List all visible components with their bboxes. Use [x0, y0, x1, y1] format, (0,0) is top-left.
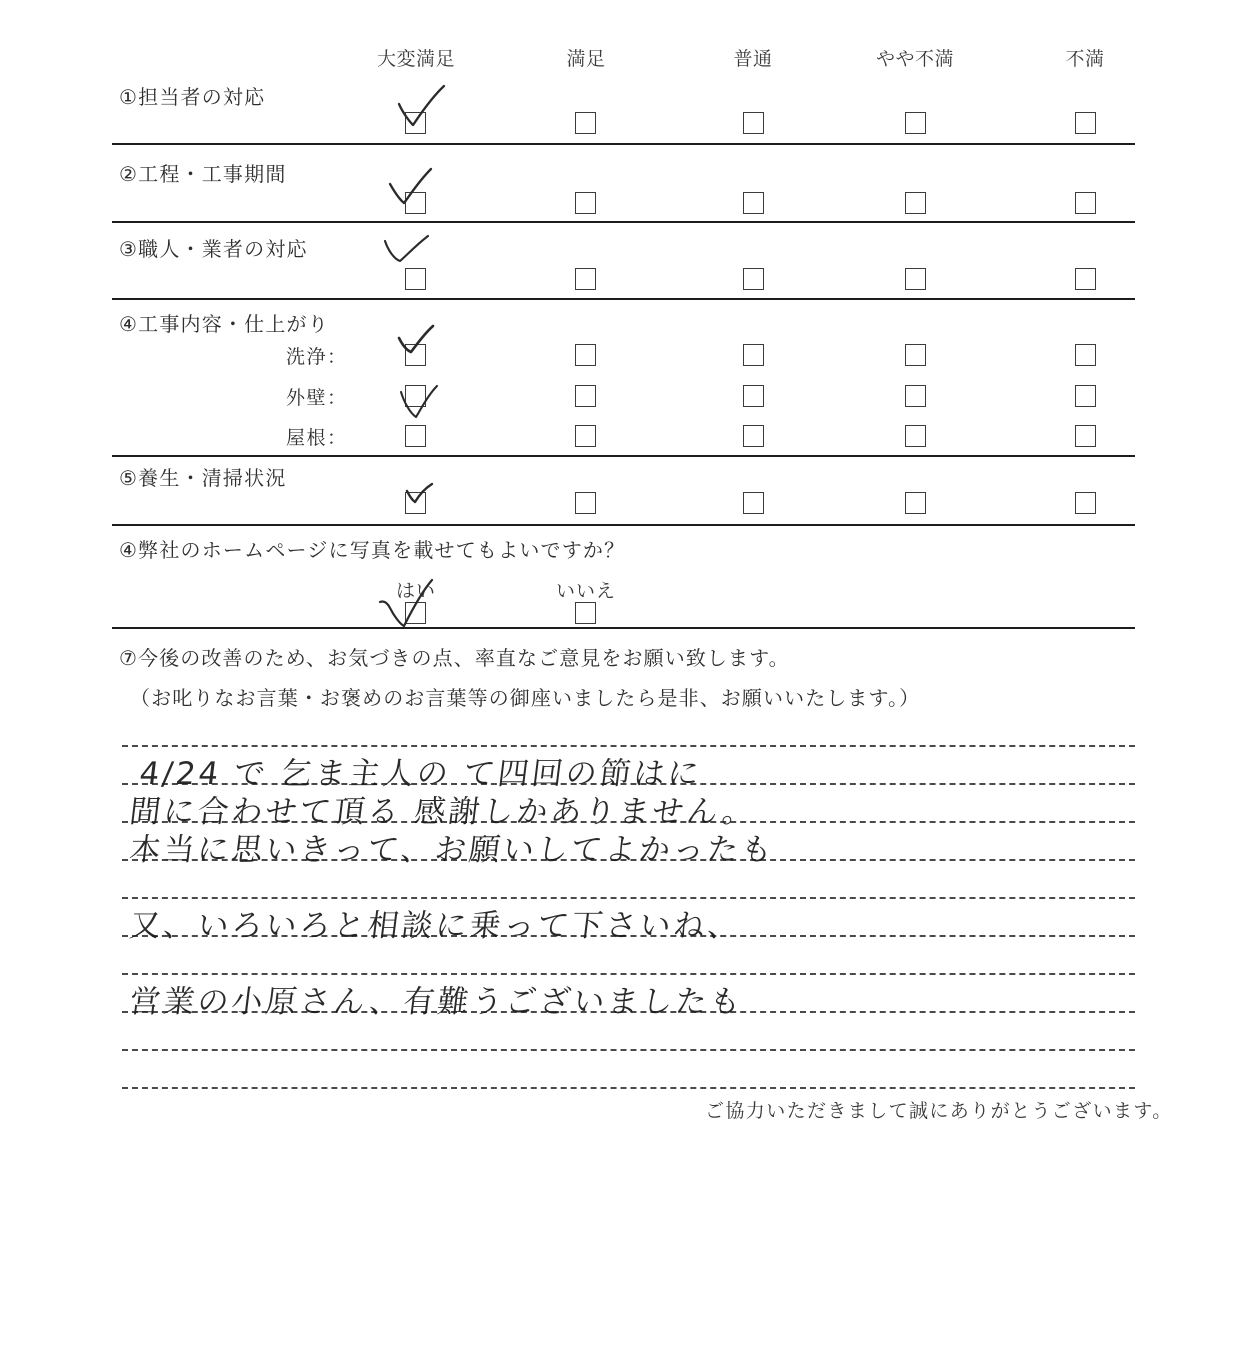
question-label-4: ④工事内容・仕上がり — [119, 314, 329, 336]
separator-6 — [112, 627, 1135, 629]
checkbox-q4c-opt1[interactable] — [405, 425, 426, 447]
checkbox-q1-opt2[interactable] — [575, 112, 596, 134]
checkbox-q4a-opt2[interactable] — [575, 344, 596, 366]
comment-rule-line — [122, 1049, 1135, 1051]
scale-header-satisfied: 満足 — [566, 49, 606, 70]
checkbox-q4b-opt2[interactable] — [575, 385, 596, 407]
checkbox-q4c-opt2[interactable] — [575, 425, 596, 447]
handwritten-comment-line: 4/24 で 乞ま主人の て四回の節はに — [137, 756, 704, 792]
checkbox-q2-opt4[interactable] — [905, 192, 926, 214]
comment-prompt-line-2: （お叱りなお言葉・お褒めのお言葉等の御座いましたら是非、お願いいたします。） — [130, 688, 921, 710]
checkbox-q2-opt3[interactable] — [743, 192, 764, 214]
checkbox-q1-opt3[interactable] — [743, 112, 764, 134]
checkbox-q2-opt2[interactable] — [575, 192, 596, 214]
comment-rule-line — [122, 1087, 1135, 1089]
checkbox-q4b-opt3[interactable] — [743, 385, 764, 407]
comment-rule-line — [122, 973, 1135, 975]
checkbox-photo-yes[interactable] — [405, 602, 426, 624]
checkbox-q4b-opt1[interactable] — [405, 385, 426, 407]
checkbox-q3-opt5[interactable] — [1075, 268, 1096, 290]
separator-4 — [112, 455, 1135, 457]
checkbox-q1-opt1[interactable] — [405, 112, 426, 134]
checkbox-q5-opt4[interactable] — [905, 492, 926, 514]
handwritten-comment-line: 本当に思いきって、お願いしてよかったも — [127, 832, 778, 868]
separator-5 — [112, 524, 1135, 526]
checkbox-q2-opt5[interactable] — [1075, 192, 1096, 214]
comment-rule-line — [122, 745, 1135, 747]
scale-header-very-satisfied: 大変満足 — [376, 49, 456, 70]
question-label-2: ②工程・工事期間 — [119, 164, 287, 186]
checkbox-q1-opt4[interactable] — [905, 112, 926, 134]
footer-thanks-note: ご協力いただきまして誠にありがとうございます。 — [705, 1101, 1173, 1122]
checkbox-q3-opt1[interactable] — [405, 268, 426, 290]
checkbox-q4a-opt4[interactable] — [905, 344, 926, 366]
sub-label-q4-roof: 屋根： — [286, 428, 348, 449]
checkbox-q3-opt4[interactable] — [905, 268, 926, 290]
checkbox-q4a-opt1[interactable] — [405, 344, 426, 366]
question-label-photo-permission: ④弊社のホームページに写真を載せてもよいですか？ — [119, 540, 626, 562]
scale-header-somewhat-dissatisfied: やや不満 — [875, 49, 955, 70]
photo-option-label-yes: はい — [395, 581, 437, 602]
scale-header-dissatisfied: 不満 — [1065, 49, 1105, 70]
checkbox-photo-no[interactable] — [575, 602, 596, 624]
checkbox-q4c-opt5[interactable] — [1075, 425, 1096, 447]
separator-2 — [112, 221, 1135, 223]
checkbox-q3-opt3[interactable] — [743, 268, 764, 290]
checkbox-q4c-opt3[interactable] — [743, 425, 764, 447]
question-label-3: ③職人・業者の対応 — [119, 239, 308, 261]
separator-3 — [112, 298, 1135, 300]
checkbox-q4b-opt5[interactable] — [1075, 385, 1096, 407]
separator-1 — [112, 143, 1135, 145]
question-label-5: ⑤養生・清掃状況 — [119, 468, 287, 490]
checkbox-q5-opt5[interactable] — [1075, 492, 1096, 514]
checkbox-q3-opt2[interactable] — [575, 268, 596, 290]
checkbox-q4b-opt4[interactable] — [905, 385, 926, 407]
comment-prompt-line-1: ⑦今後の改善のため、お気づきの点、率直なご意見をお願い致します。 — [119, 648, 790, 670]
checkbox-q2-opt1[interactable] — [405, 192, 426, 214]
photo-option-label-no: いいえ — [555, 581, 617, 602]
scale-header-normal: 普通 — [733, 49, 773, 70]
checkbox-q4a-opt3[interactable] — [743, 344, 764, 366]
comment-rule-line — [122, 897, 1135, 899]
checkbox-q1-opt5[interactable] — [1075, 112, 1096, 134]
handwritten-comment-line: 間に合わせて頂る 感謝しかありません。 — [127, 794, 759, 830]
checkmark-q3 — [383, 234, 443, 268]
checkbox-q4a-opt5[interactable] — [1075, 344, 1096, 366]
checkbox-q4c-opt4[interactable] — [905, 425, 926, 447]
checkbox-q5-opt2[interactable] — [575, 492, 596, 514]
handwritten-comment-line: 又、いろいろと相談に乗って下さいね、 — [127, 908, 744, 944]
sub-label-q4-washing: 洗浄： — [286, 347, 348, 368]
question-label-1: ①担当者の対応 — [119, 87, 266, 109]
checkbox-q5-opt1[interactable] — [405, 492, 426, 514]
sub-label-q4-wall: 外壁： — [286, 388, 348, 409]
handwritten-comment-line: 営業の小原さん、有難うございましたも — [127, 984, 746, 1020]
checkbox-q5-opt3[interactable] — [743, 492, 764, 514]
